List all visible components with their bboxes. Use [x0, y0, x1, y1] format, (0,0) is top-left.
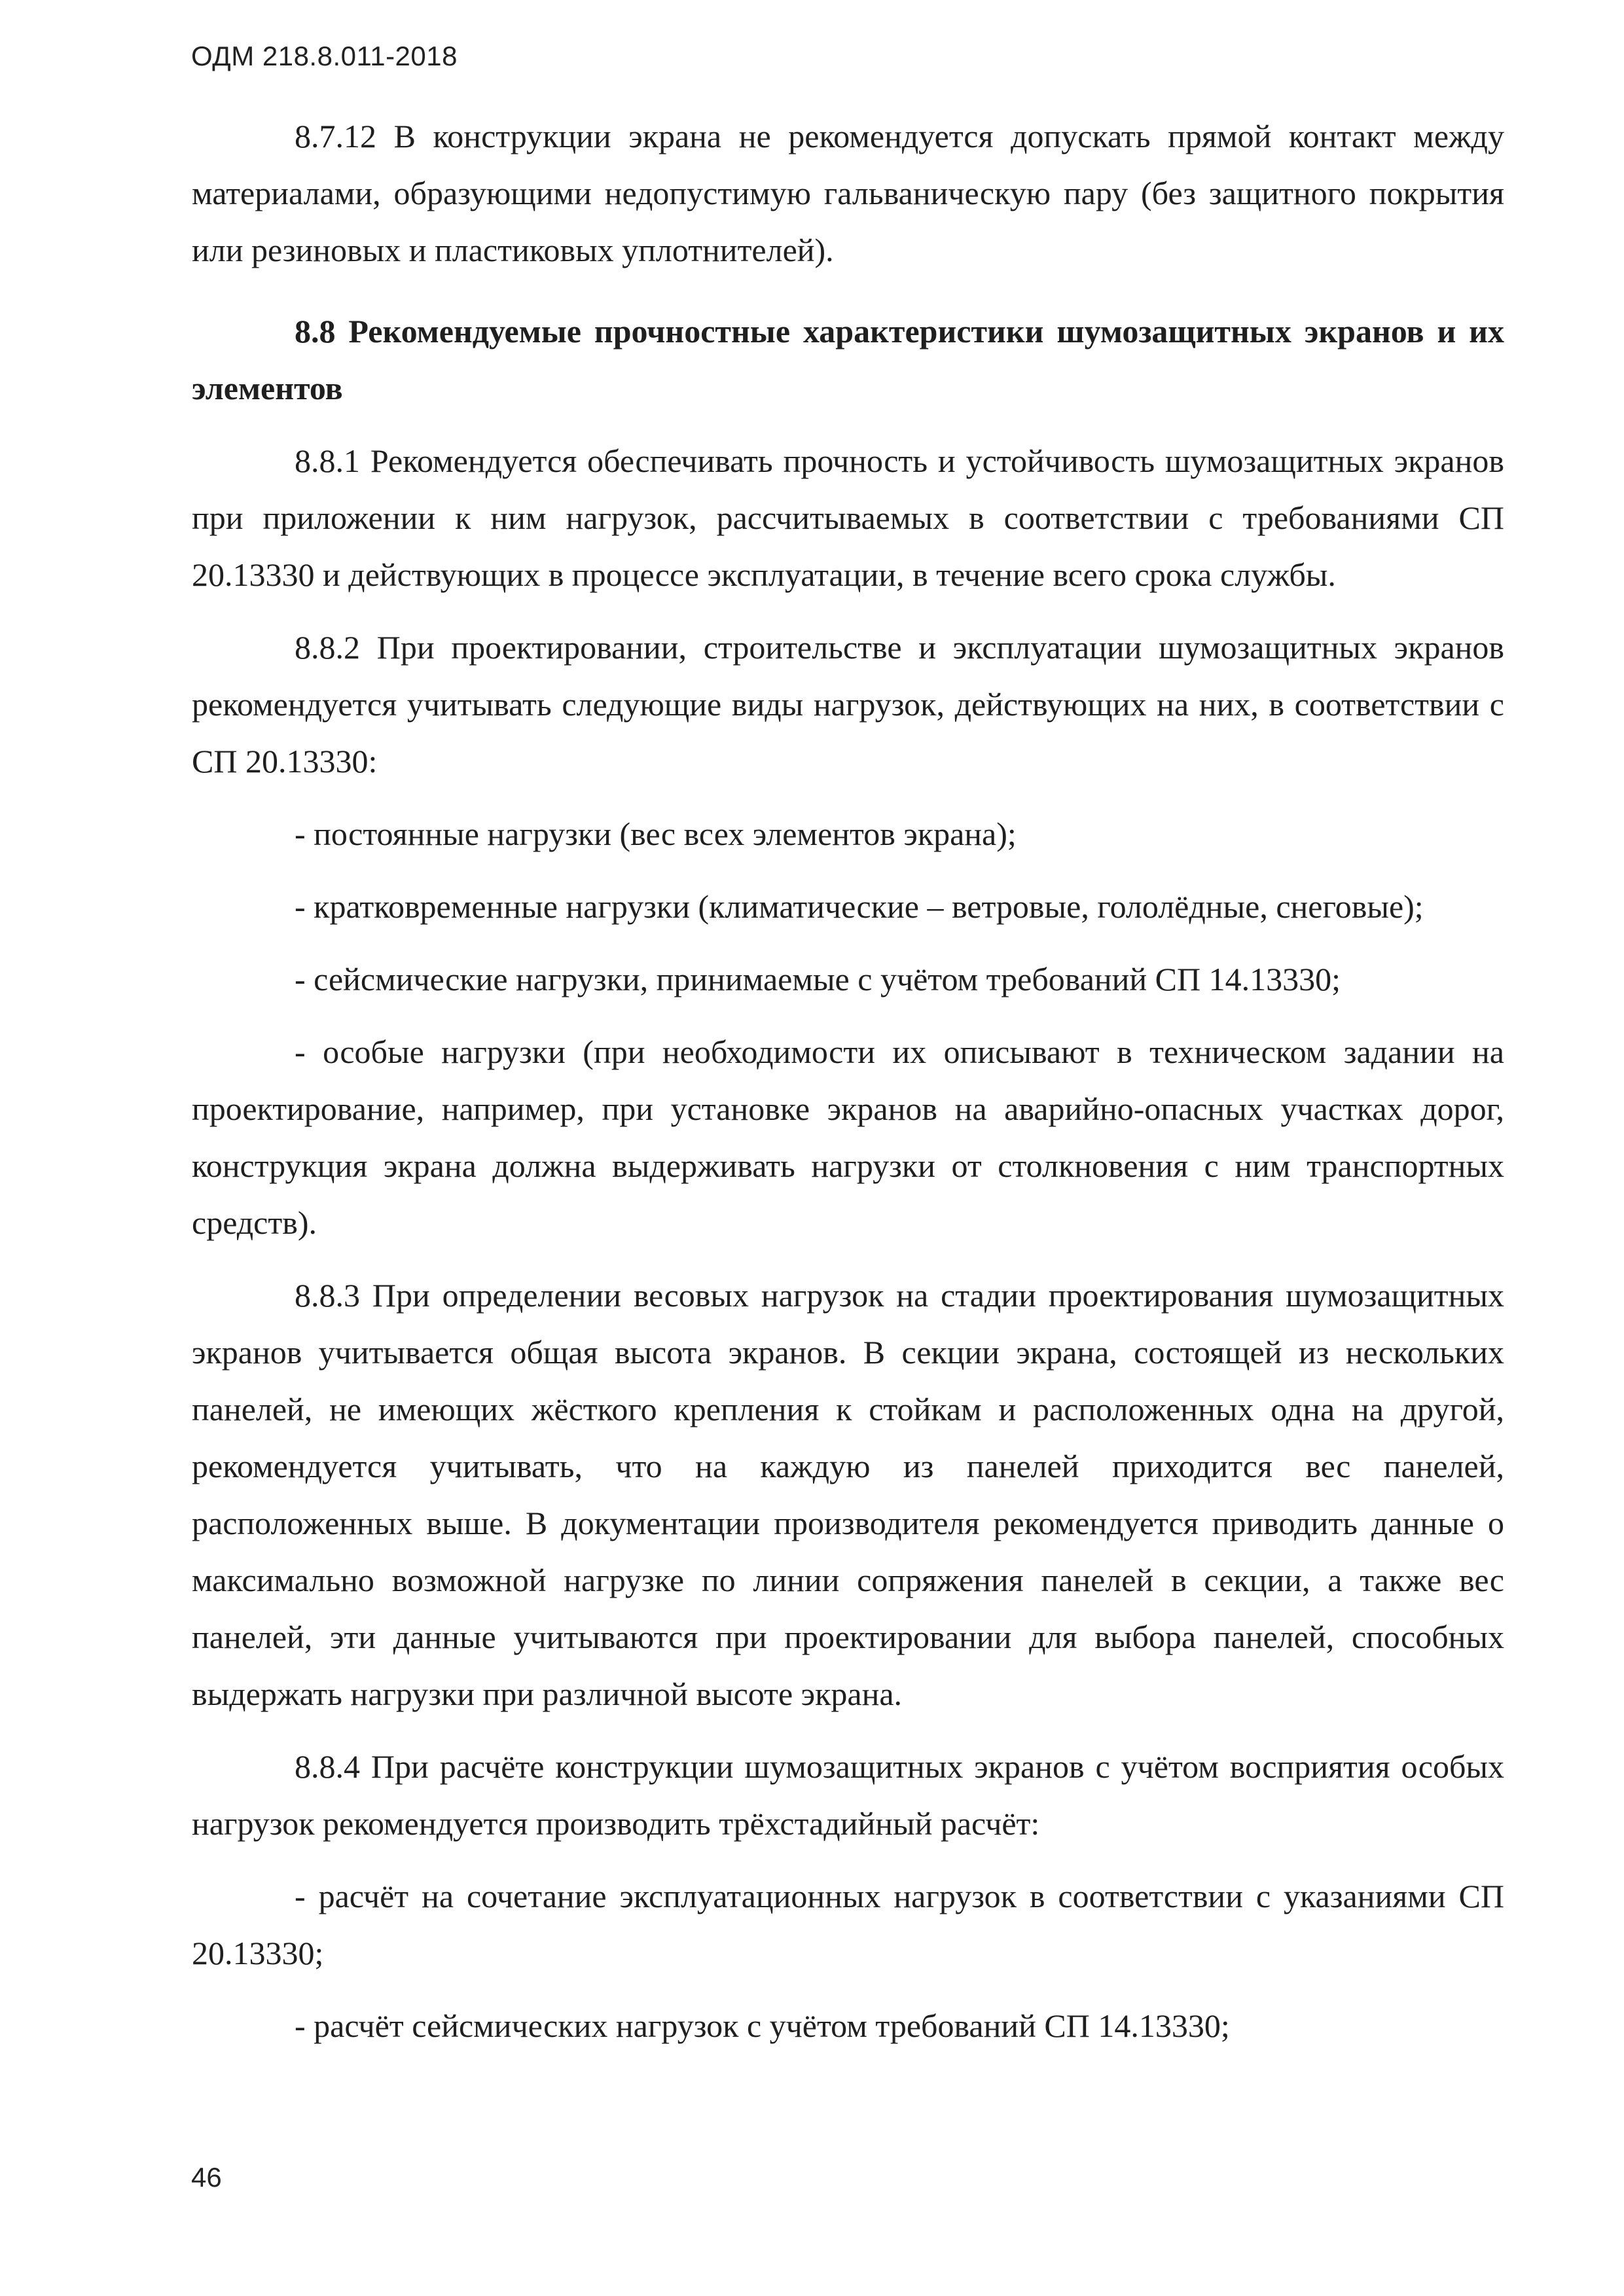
- document-body: [192, 108, 1504, 2054]
- load-type-item: - постоянные нагрузки (вес всех элементов экрана);: [295, 816, 1017, 852]
- section-heading-8-8: 8.8 Рекомендуемые прочностные характеристики шумозащитных экранов и их элементов: [192, 313, 1504, 406]
- paragraph-8-8-1: 8.8.1 Рекомендуется обеспечивать прочность и устойчивость шумозащитных экранов при приложении к ним нагрузок, рассчитываемых в соответствии с требованиями СП 20.13330 и действующих в процессе эксплуатации, в течение всего срока службы.: [192, 442, 1504, 593]
- page-number: 46: [191, 2162, 222, 2193]
- document-code-header: ОДМ 218.8.011-2018: [191, 41, 458, 71]
- paragraph-8-8-2: 8.8.2 При проектировании, строительстве и эксплуатации шумозащитных экранов рекомендуется учитывать следующие виды нагрузок, действующих на них, в соответствии с СП 20.13330:: [192, 629, 1504, 780]
- calc-stage-item: - расчёт сейсмических нагрузок с учётом требований СП 14.13330;: [295, 2007, 1230, 2044]
- load-type-item: - сейсмические нагрузки, принимаемые с учётом требований СП 14.13330;: [295, 961, 1341, 997]
- paragraph-8-8-4: 8.8.4 При расчёте конструкции шумозащитных экранов с учётом восприятия особых нагрузок рекомендуется производить трёхстадийный расчёт:: [192, 1748, 1504, 1842]
- calc-stage-item: - расчёт на сочетание эксплуатационных нагрузок в соответствии с указаниями СП 20.13330;: [192, 1878, 1504, 1971]
- load-type-item: - кратковременные нагрузки (климатические – ветровые, гололёдные, снеговые);: [295, 888, 1424, 925]
- load-type-item: - особые нагрузки (при необходимости их описывают в техническом задании на проектирование, например, при установке экранов на аварийно-опасных участках дорог, конструкция экрана должна выдерживать нагрузки от столкновения с ним транспортных средств).: [192, 1033, 1504, 1241]
- paragraph-8-7-12: 8.7.12 В конструкции экрана не рекомендуется допускать прямой контакт между материалами, образующими недопустимую гальваническую пару (без защитного покрытия или резиновых и пластиковых уплотнителей).: [192, 118, 1504, 268]
- paragraph-8-8-3: 8.8.3 При определении весовых нагрузок на стадии проектирования шумозащитных экранов учитывается общая высота экранов. В секции экрана, состоящей из нескольких панелей, не имеющих жёсткого крепления к стойкам и расположенных одна на другой, рекомендуется учитывать, что на каждую из панелей приходится вес панелей, расположенных выше. В документации производителя рекомендуется приводить данные о максимально возможной нагрузке по линии сопряжения панелей в секции, а также вес панелей, эти данные учитываются при проектировании для выбора панелей, способных выдержать нагрузки при различной высоте экрана.: [192, 1277, 1504, 1712]
